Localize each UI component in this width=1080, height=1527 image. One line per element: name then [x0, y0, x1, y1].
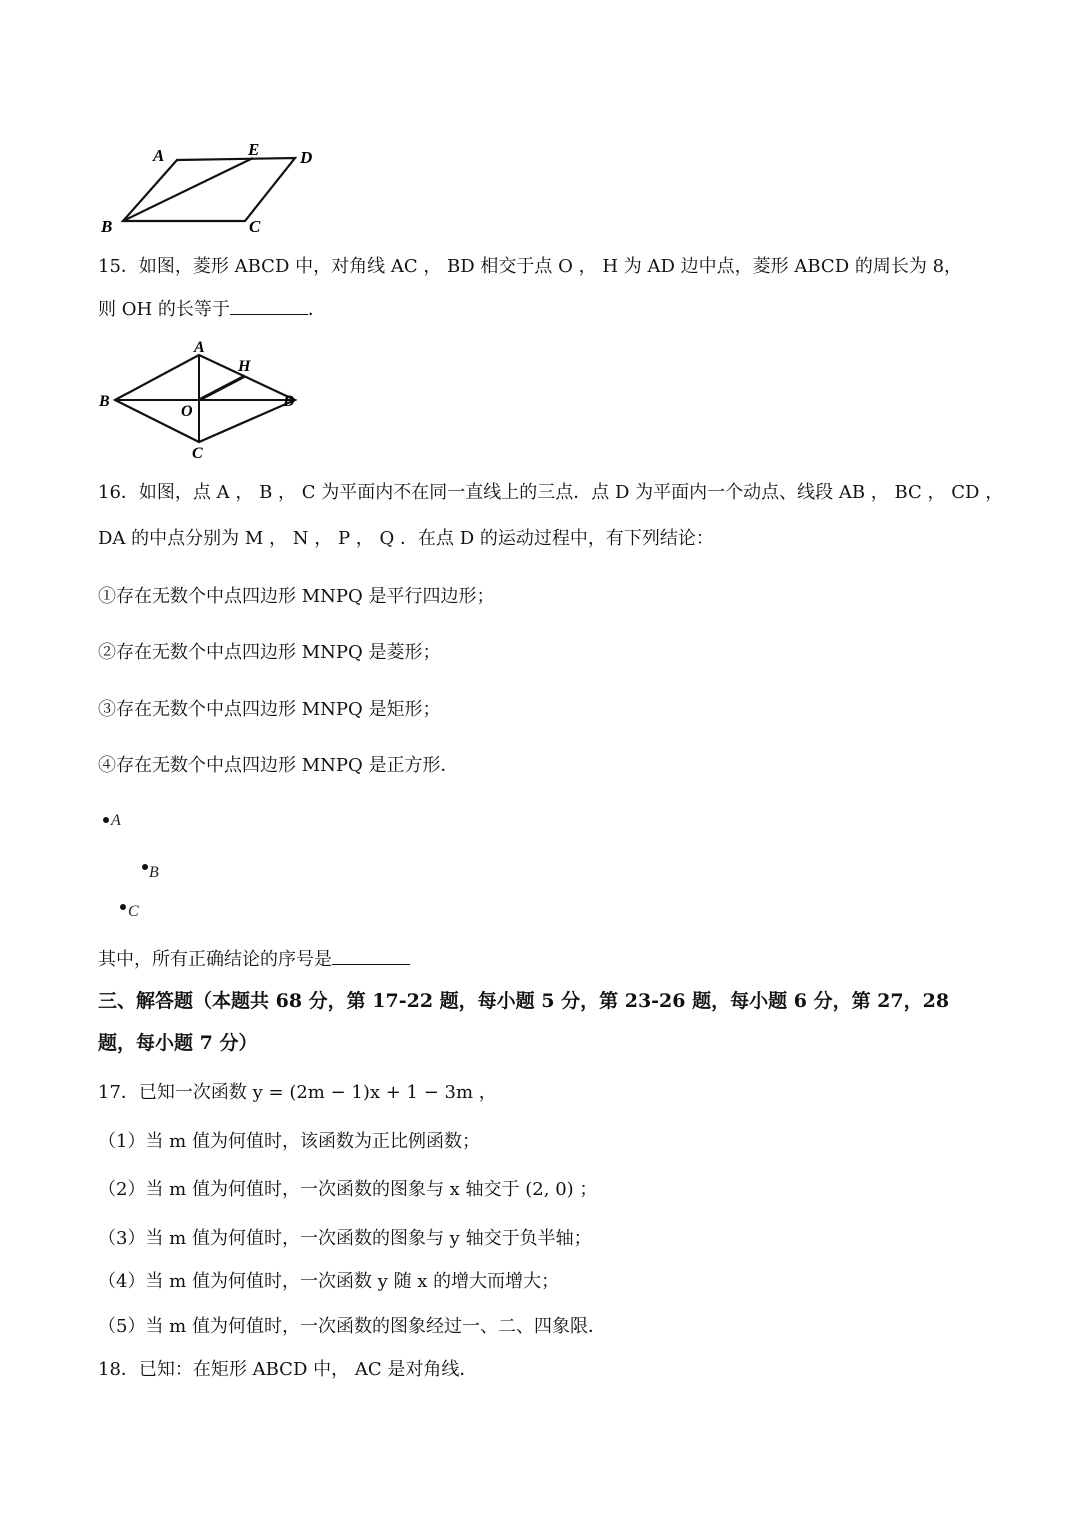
q17-part-4: （4）当 m 值为何值时，一次函数 y 随 x 的增大而增大； — [98, 1271, 560, 1292]
q16-item-4: ④存在无数个中点四边形 MNPQ 是正方形． — [98, 755, 459, 776]
q18-stem: 18．已知：在矩形 ABCD 中， AC 是对角线． — [98, 1359, 478, 1380]
label-b: B — [101, 217, 113, 236]
q16-item-3: ③存在无数个中点四边形 MNPQ 是矩形； — [98, 699, 441, 720]
point-c-dot — [120, 904, 126, 910]
q16-answer-line — [98, 946, 410, 973]
q16-item-1: ①存在无数个中点四边形 MNPQ 是平行四边形； — [98, 586, 495, 607]
point-a-dot — [103, 817, 109, 823]
q15-line1: 15．如图，菱形 ABCD 中，对角线 AC ， BD 相交于点 O ， H 为 AD 边中点，菱形 ABCD 的周长为 8， — [98, 256, 963, 277]
label-d: D — [283, 393, 295, 410]
q16-line1: 16．如图，点 A ， B ， C 为平面内不在同一直线上的三点．点 D 为平面内一个动点、线段 AB ， BC ， CD ， — [98, 482, 1004, 503]
point-a-label: A — [111, 812, 121, 829]
q16-line2: DA 的中点分别为 M ， N ， P ， Q ．在点 D 的运动过程中，有下列结论： — [98, 528, 714, 549]
label-e: E — [248, 140, 260, 159]
label-o: O — [181, 403, 193, 420]
parallelogram-figure — [95, 135, 335, 240]
label-c: C — [192, 445, 203, 462]
label-d: D — [300, 148, 313, 167]
q15-line2 — [98, 296, 326, 323]
q17-part-3: （3）当 m 值为何值时，一次函数的图象与 y 轴交于负半轴； — [98, 1228, 592, 1249]
label-h: H — [238, 358, 251, 375]
point-b-label: B — [149, 864, 159, 881]
answer-blank — [230, 296, 308, 315]
q17-part-1: （1）当 m 值为何值时，该函数为正比例函数； — [98, 1131, 480, 1152]
section-heading: 三、解答题（本题共 68 分，第 17-22 题，每小题 5 分，第 23-26 题，每小题 6 分，第 27，28 — [98, 990, 950, 1012]
q16-answer-text: 其中，所有正确结论的序号是 — [98, 949, 332, 970]
label-a: A — [153, 146, 165, 165]
label-a: A — [194, 339, 205, 356]
q15-line2-end: ． — [307, 299, 326, 320]
q16-item-2: ②存在无数个中点四边形 MNPQ 是菱形； — [98, 642, 441, 663]
q17-part-2: （2）当 m 值为何值时，一次函数的图象与 x 轴交于 (2, 0) ； — [98, 1179, 598, 1200]
q17-part-5: （5）当 m 值为何值时，一次函数的图象经过一、二、四象限． — [98, 1316, 606, 1337]
point-b-dot — [142, 864, 148, 870]
point-c-label: C — [128, 903, 139, 920]
label-b: B — [99, 393, 110, 410]
rhombus-figure — [95, 338, 315, 463]
section-heading-cont: 题，每小题 7 分） — [98, 1032, 258, 1054]
q17-stem: 17．已知一次函数 y = (2m − 1)x + 1 − 3m ， — [98, 1082, 497, 1103]
answer-blank — [332, 946, 410, 965]
label-c: C — [249, 217, 261, 236]
q15-line2-text: 则 OH 的长等于 — [98, 299, 230, 320]
